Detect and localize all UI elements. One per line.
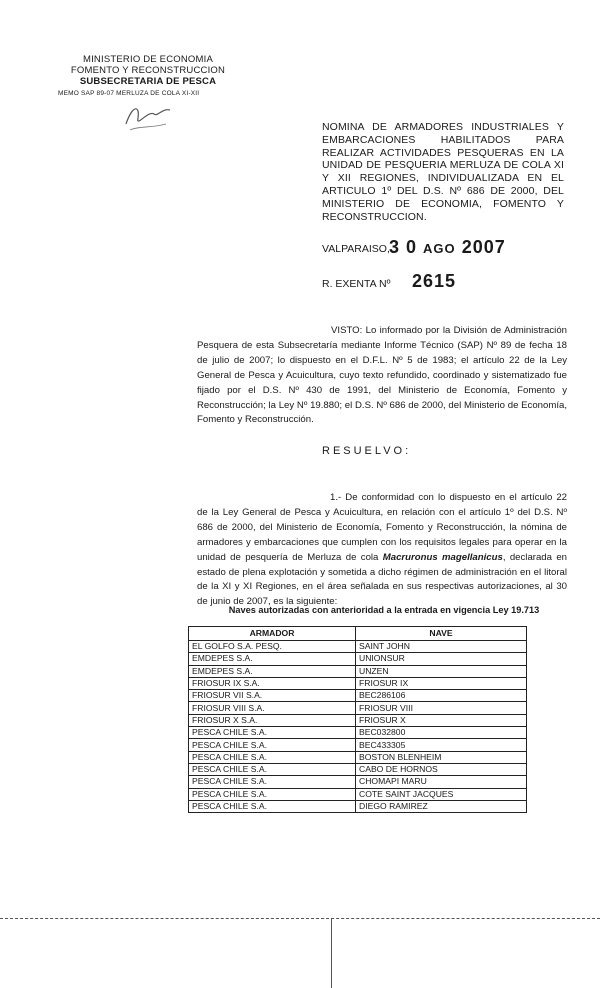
armador-cell: PESCA CHILE S.A. bbox=[189, 800, 356, 812]
table-row bbox=[189, 763, 527, 775]
article-1-paragraph bbox=[197, 491, 567, 610]
table-row bbox=[189, 665, 527, 677]
nave-cell: FRIOSUR VIII bbox=[356, 702, 527, 714]
table-header-row bbox=[189, 627, 527, 641]
table-row bbox=[189, 739, 527, 751]
armador-cell: FRIOSUR X S.A. bbox=[189, 714, 356, 726]
table-row bbox=[189, 714, 527, 726]
nave-cell: UNZEN bbox=[356, 665, 527, 677]
armador-cell: PESCA CHILE S.A. bbox=[189, 788, 356, 800]
subsecretaria-name: SUBSECRETARIA DE PESCA bbox=[79, 76, 217, 87]
table-row bbox=[189, 702, 527, 714]
table-row bbox=[189, 677, 527, 689]
armador-cell: FRIOSUR IX S.A. bbox=[189, 677, 356, 689]
date-month: AGO bbox=[423, 241, 456, 256]
resuelvo-heading: RESUELVO: bbox=[322, 445, 412, 457]
armador-cell: PESCA CHILE S.A. bbox=[189, 751, 356, 763]
armador-cell: PESCA CHILE S.A. bbox=[189, 763, 356, 775]
memo-reference: MEMO SAP 89-07 MERLUZA DE COLA XI-XII bbox=[58, 90, 200, 97]
resolution-number: 2615 bbox=[412, 271, 457, 291]
table-title: Naves autorizadas con anterioridad a la entrada en vigencia Ley 19.713 bbox=[228, 605, 540, 615]
nave-cell: UNIONSUR bbox=[356, 653, 527, 665]
date-year: 2007 bbox=[461, 237, 506, 257]
nave-cell: CABO DE HORNOS bbox=[356, 763, 527, 775]
ministry-header bbox=[58, 54, 238, 99]
nave-cell: BEC032800 bbox=[356, 727, 527, 739]
article-number: 1.- bbox=[330, 492, 342, 503]
nave-cell: DIEGO RAMIREZ bbox=[356, 800, 527, 812]
table-row bbox=[189, 788, 527, 800]
table-row bbox=[189, 653, 527, 665]
armador-cell: PESCA CHILE S.A. bbox=[189, 727, 356, 739]
nave-cell: BEC286106 bbox=[356, 690, 527, 702]
ministry-subname: FOMENTO Y RECONSTRUCCION bbox=[70, 65, 226, 76]
resolution-label: R. EXENTA Nº bbox=[322, 278, 391, 290]
armador-cell: PESCA CHILE S.A. bbox=[189, 776, 356, 788]
header-armador: ARMADOR bbox=[189, 627, 356, 641]
header-nave: NAVE bbox=[356, 627, 527, 641]
nave-cell: COTE SAINT JACQUES bbox=[356, 788, 527, 800]
armador-cell: FRIOSUR VII S.A. bbox=[189, 690, 356, 702]
armador-cell: EMDEPES S.A. bbox=[189, 653, 356, 665]
table-body bbox=[189, 641, 527, 813]
nave-cell: BEC433305 bbox=[356, 739, 527, 751]
page-cut-line bbox=[0, 918, 600, 919]
place-label: VALPARAISO, bbox=[322, 243, 390, 255]
visto-label: VISTO: bbox=[331, 325, 363, 336]
table-row bbox=[189, 751, 527, 763]
ministry-name: MINISTERIO DE ECONOMIA bbox=[82, 54, 214, 65]
article-text-a: De conformidad con lo dispuesto en el artículo 22 de la Ley General de Pesca y Acuicultura, en relación con el artículo 1º del D.S. Nº 686 de 2000, del Ministerio de Economía, Fomento y Reconstrucción, la nómina de armadores y embarcaciones que cumplen con los requisitos legales para operar en la unidad de pesquería de Merluza de cola bbox=[197, 492, 568, 563]
table-row bbox=[189, 727, 527, 739]
armador-cell: EL GOLFO S.A. PESQ. bbox=[189, 641, 356, 653]
date-day: 3 0 bbox=[389, 237, 418, 257]
table-row bbox=[189, 776, 527, 788]
armador-cell: EMDEPES S.A. bbox=[189, 665, 356, 677]
page-fold-line bbox=[331, 918, 332, 988]
table-row bbox=[189, 641, 527, 653]
armador-cell: PESCA CHILE S.A. bbox=[189, 739, 356, 751]
nave-cell: FRIOSUR X bbox=[356, 714, 527, 726]
vessels-table bbox=[188, 626, 527, 813]
visto-text: Lo informado por la División de Administración Pesquera de esta Subsecretaría mediante Informe Técnico (SAP) Nº 89 de fecha 18 de julio de 2007; lo dispuesto en el D.F.L. Nº 5 de 1983; el artículo 22 de la Ley General de Pesca y Acuicultura, cuyo texto refundido, coordinado y sistematizado fue fijado por el D.S. Nº 430 de 1991, del Ministerio de Economía, Fomento y Reconstrucción; la Ley Nº 19.880; el D.S. Nº 686 de 2000, del Ministerio de Economía, Fomento y Reconstrucción. bbox=[197, 325, 567, 426]
document-title: NOMINA DE ARMADORES INDUSTRIALES Y EMBARCACIONES HABILITADOS PARA REALIZAR ACTIVIDADES PESQUERAS EN LA UNIDAD DE PESQUERIA MERLUZA DE COLA XI Y XII REGIONES, INDIVIDUALIZADA EN EL ARTICULO 1º DEL D.S. Nº 686 DE 2000, DEL MINISTERIO DE ECONOMIA, FOMENTO Y RECONSTRUCCION. bbox=[322, 121, 564, 223]
article-text-b: , declarada en estado de plena explotación y sometida a dicho régimen de administración en el litoral de la XI y XI Regiones, en el área señalada en sus respectivas autorizaciones, al 30 de junio de 2007, es la siguiente: bbox=[197, 551, 568, 608]
species-name: Macruronus magellanicus bbox=[382, 551, 503, 563]
stamped-date bbox=[389, 237, 506, 258]
nave-cell: SAINT JOHN bbox=[356, 641, 527, 653]
table-row bbox=[189, 690, 527, 702]
signature-mark bbox=[118, 96, 178, 136]
armador-cell: FRIOSUR VIII S.A. bbox=[189, 702, 356, 714]
table-row bbox=[189, 800, 527, 812]
nave-cell: FRIOSUR IX bbox=[356, 677, 527, 689]
nave-cell: BOSTON BLENHEIM bbox=[356, 751, 527, 763]
visto-paragraph bbox=[197, 324, 567, 428]
nave-cell: CHOMAPI MARU bbox=[356, 776, 527, 788]
